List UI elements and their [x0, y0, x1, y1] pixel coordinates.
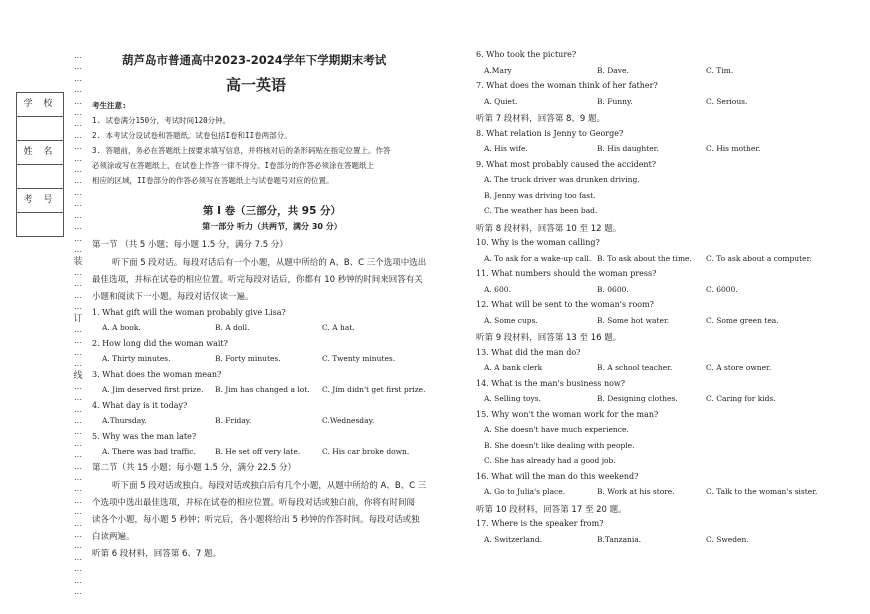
material-note: 听第 8 段材料，回答第 10 至 12 题。: [476, 223, 622, 234]
question-stem: 1. What gift will the woman probably give Lisa?: [92, 308, 286, 317]
option-c: C. Some green tea.: [706, 315, 779, 325]
option-c: C. Talk to the woman's sister.: [706, 487, 818, 496]
option-b: B. Jim has changed a lot.: [215, 385, 310, 394]
binding-dots: ⋯: [74, 486, 82, 496]
binding-dots: ⋯: [74, 509, 82, 519]
school-label: 学 校: [17, 93, 63, 117]
option-c: C. Serious.: [706, 96, 748, 106]
binding-dots: ⋯: [74, 155, 82, 165]
option-a: A. Switzerland.: [484, 534, 543, 544]
question-stem: 4. What day is it today?: [92, 401, 188, 410]
option-b: B. Forty minutes.: [215, 354, 281, 363]
binding-dots: ⋯: [74, 189, 82, 199]
part1-title: 第 I 卷（三部分，共 95 分）: [202, 205, 342, 217]
question-stem: 5. Why was the man late?: [92, 432, 197, 441]
option-b: B. To ask about the time.: [597, 253, 692, 263]
question-stem: 6. Who took the picture?: [476, 50, 577, 59]
binding-dots: ⋯: [74, 75, 82, 85]
binding-dots: ⋯: [74, 383, 82, 393]
option-line: B. She doesn't like dealing with people.: [484, 440, 635, 450]
option-a: A. A book.: [102, 323, 141, 332]
question-stem: 7. What does the woman think of her father?: [476, 81, 658, 90]
binding-dots: ⋯: [74, 246, 82, 256]
binding-dots: ⋯: [74, 224, 82, 234]
binding-dots: ⋯: [74, 269, 82, 279]
binding-dots: ⋯: [74, 326, 82, 336]
notice-line: 2. 本考试分设试卷和答题纸。试卷包括I卷和II卷两部分。: [92, 131, 292, 140]
option-line: C. The weather has been bad.: [484, 206, 598, 215]
option-c: C. His mother.: [706, 144, 761, 153]
binding-dots: ⋯: [74, 110, 82, 120]
binding-dots: ⋯: [74, 338, 82, 348]
question-stem: 14. What is the man's business now?: [476, 378, 626, 388]
option-c: C. 6000.: [706, 284, 738, 294]
option-line: B. Jenny was driving too fast.: [484, 190, 596, 200]
binding-dots: ⋯: [74, 406, 82, 416]
option-b: B. Some hot water.: [597, 315, 670, 325]
option-b: B. He set off very late.: [215, 447, 301, 456]
question-stem: 10. Why is the woman calling?: [476, 238, 600, 247]
binding-dots: ⋯: [74, 520, 82, 530]
binding-dots: ⋯: [74, 475, 82, 485]
binding-dots: ⋯: [74, 178, 82, 188]
notice-line: 3. 答题前，务必在答题纸上按要求填写信息，并将核对后的条形码贴在指定位置上。作答: [92, 146, 391, 155]
binding-dots: ⋯: [74, 532, 82, 542]
binding-dots: ⋯: [74, 497, 82, 507]
option-b: B. 0600.: [597, 284, 629, 294]
binding-dots: ⋯: [74, 589, 82, 599]
option-b: B. A doll.: [215, 323, 250, 332]
option-c: C. Jim didn't get first prize.: [322, 385, 426, 394]
option-b: B. Work at his store.: [597, 487, 675, 496]
question-stem: 3. What does the woman mean?: [92, 370, 222, 379]
option-a: A. His wife.: [484, 144, 528, 153]
binding-dots: ⋯: [74, 566, 82, 576]
notice-line: 相应的区域，II卷部分的作答必须写在答题纸上与试卷题号对应的位置。: [92, 176, 334, 185]
option-c: C. Twenty minutes.: [322, 354, 396, 363]
question-stem: 2. How long did the woman wait?: [92, 339, 228, 348]
binding-dots: ⋯: [74, 144, 82, 154]
notice-line: 1. 试卷满分150分，考试时间120分钟。: [92, 116, 231, 125]
option-c: C. A hat.: [322, 323, 355, 332]
binding-dots: ⋯: [74, 440, 82, 450]
option-a: A.Mary: [484, 65, 512, 75]
question-stem: 12. What will be sent to the woman's room?: [476, 300, 654, 309]
name-field[interactable]: [17, 165, 63, 189]
option-b: B. Funny.: [597, 96, 633, 106]
material-note: 听第 10 段材料，回答第 17 至 20 题。: [476, 504, 627, 515]
option-a: A. Jim deserved first prize.: [102, 385, 204, 394]
material-note: 听第 6 段材料，回答第 6、7 题。: [92, 549, 222, 559]
binding-label-zhuang: 装: [73, 257, 83, 268]
binding-dots: ⋯: [74, 463, 82, 473]
option-line: C. She has already had a good job.: [484, 456, 616, 465]
binding-dots: ⋯: [74, 395, 82, 405]
option-line: A. She doesn't have much experience.: [484, 425, 629, 434]
binding-dots: ⋯: [74, 452, 82, 462]
binding-dots: ⋯: [74, 360, 82, 370]
option-c: C. Tim.: [706, 65, 734, 75]
binding-dots: ⋯: [74, 418, 82, 427]
option-b: B. His daughter.: [597, 144, 659, 153]
section1-title: 第一节 （共 5 小题；每小题 1.5 分，满分 7.5 分）: [92, 240, 288, 250]
material-note: 听第 9 段材料，回答第 13 至 16 题。: [476, 333, 622, 343]
option-b: B. Friday.: [215, 416, 252, 425]
section2-instruction: 个选项中选出最佳选项，并标在试卷的相应位置。听每段对话或独白前，你将有时间阅: [92, 498, 416, 508]
question-stem: 8. What relation is Jenny to George?: [476, 128, 624, 138]
section2-instruction: 白读两遍。: [92, 532, 135, 542]
listening-subtitle: 第一部分 听力（共两节，满分 30 分）: [202, 222, 342, 231]
option-b: B. A school teacher.: [597, 363, 673, 372]
option-b: B. Dave.: [597, 65, 629, 75]
notice-line: 必须涂或写在答题纸上，在试卷上作答一律不得分。I卷部分的作答必须涂在答题纸上: [92, 161, 375, 170]
binding-dots: ⋯: [74, 87, 82, 97]
binding-dots: ⋯: [74, 543, 82, 553]
school-field[interactable]: [17, 117, 63, 141]
question-stem: 9. What most probably caused the accident?: [476, 159, 657, 169]
student-info-box: [16, 92, 64, 237]
binding-dots: ⋯: [74, 349, 82, 359]
section1-instruction: 小题和阅读下一小题。每段对话仅读一遍。: [92, 292, 254, 302]
binding-dots: ⋯: [74, 577, 82, 587]
notice-heading: 考生注意:: [92, 101, 127, 110]
subject-title: 高一英语: [226, 76, 287, 94]
question-stem: 17. Where is the speaker from?: [476, 519, 604, 528]
option-a: A. A bank clerk: [484, 363, 543, 372]
question-stem: 15. Why won't the woman work for the man?: [476, 409, 659, 419]
material-note: 听第 7 段材料，回答第 8、9 题。: [476, 114, 606, 124]
option-a: A. Thirty minutes.: [102, 354, 171, 363]
number-field[interactable]: [17, 213, 63, 236]
option-line: A. The truck driver was drunken driving.: [484, 175, 640, 184]
option-a: A. 600.: [484, 284, 511, 294]
binding-dots: ⋯: [74, 429, 82, 439]
section2-instruction: 听下面 5 段对话或独白。每段对话或独白后有几个小题，从题中所给的 A、B、C 三: [112, 481, 427, 491]
option-a: A. To ask for a wake-up call.: [484, 253, 592, 263]
option-a: A. Some cups.: [484, 315, 538, 325]
binding-dots: ⋯: [74, 554, 82, 564]
option-a: A. There was bad traffic.: [102, 447, 196, 456]
option-c: C. Sweden.: [706, 534, 749, 544]
binding-dots: ⋯: [74, 132, 82, 142]
question-stem: 11. What numbers should the woman press?: [476, 269, 657, 278]
exam-notice: [92, 98, 452, 188]
binding-dots: ⋯: [74, 201, 82, 211]
exam-title: 葫芦岛市普通高中2023-2024学年下学期期末考试: [122, 53, 387, 67]
section2-title: 第二节（共 15 小题；每小题 1.5 分，满分 22.5 分）: [92, 463, 296, 473]
name-label: 姓 名: [17, 141, 63, 165]
binding-dots: ⋯: [74, 167, 82, 177]
binding-label-xian: 线: [73, 371, 83, 382]
option-c: C. A store owner.: [706, 363, 772, 372]
binding-dots: ⋯: [74, 303, 82, 313]
binding-dotted-line: [72, 52, 84, 600]
option-c: C. His car broke down.: [322, 447, 410, 456]
number-label: 考 号: [17, 189, 63, 213]
question-stem: 16. What will the man do this weekend?: [476, 471, 639, 481]
binding-dots: ⋯: [74, 64, 82, 74]
option-a: A. Quiet.: [484, 96, 518, 106]
option-a: A. Selling toys.: [484, 394, 541, 403]
option-a: A. Go to Julia's place.: [484, 487, 566, 496]
option-b: B. Designing clothes.: [597, 394, 678, 403]
option-a: A.Thursday.: [102, 416, 147, 425]
binding-margin: [0, 0, 92, 614]
section2-instruction: 读各个小题，每小题 5 秒钟；听完后，各小题将给出 5 秒钟的作答时间。每段对话或独: [92, 515, 420, 525]
option-c: C. To ask about a computer.: [706, 253, 812, 263]
section1-instruction: 听下面 5 段对话。每段对话后有一个小题，从题中所给的 A、B、C 三个选项中选出: [112, 258, 427, 268]
binding-label-ding: 订: [73, 314, 83, 325]
binding-dots: ⋯: [74, 292, 82, 302]
question-stem: 13. What did the man do?: [476, 347, 581, 357]
binding-dots: ⋯: [74, 53, 82, 62]
binding-dots: ⋯: [74, 121, 82, 131]
binding-dots: ⋯: [74, 235, 82, 245]
binding-dots: ⋯: [74, 212, 82, 222]
option-c: C. Caring for kids.: [706, 394, 776, 403]
option-c: C.Wednesday.: [322, 416, 375, 425]
section1-instruction: 最佳选项，并标在试卷的相应位置。听完每段对话后，你都有 10 秒钟的时间来回答有关: [92, 275, 423, 285]
option-b: B.Tanzania.: [597, 534, 642, 544]
binding-dots: ⋯: [74, 281, 82, 291]
binding-dots: ⋯: [74, 98, 82, 108]
